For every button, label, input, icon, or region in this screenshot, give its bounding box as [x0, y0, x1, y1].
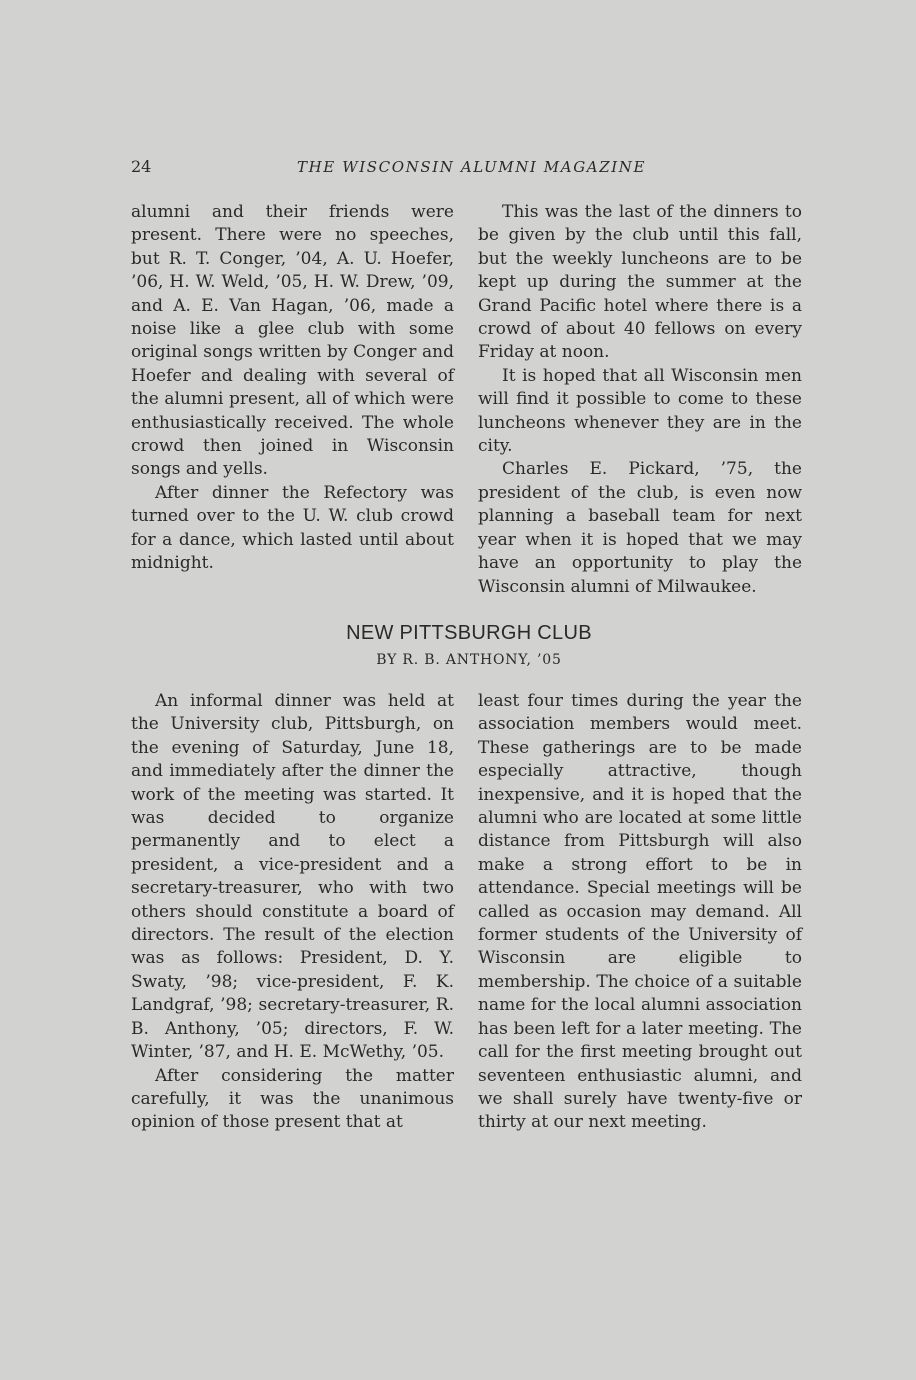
paragraph: alumni and their friends were present. There were no speeches, but R. T. Conger, ’04, A. U. Hoefer, ’06, H. W. Weld, ’05, H. W. Drew, ’09, and A. E. Van Hagan, ’06, made a noise like a glee club with some original songs written by Conger and Hoefer and dealing with several of the alumni present, all of which were enthusiastically received. The whole crowd then joined in Wisconsin songs and yells. [131, 202, 454, 480]
article-right-column [478, 690, 802, 1135]
running-head [131, 157, 806, 181]
journal-title: THE WISCONSIN ALUMNI MAGAZINE [297, 158, 647, 176]
article-title: NEW PITTSBURGH CLUB [346, 622, 592, 644]
paragraph: After dinner the Refectory was turned over to the U. W. club crowd for a dance, which lasted until about midnight. [131, 482, 454, 574]
top-right-column [478, 201, 802, 599]
article-left-column [131, 690, 454, 1135]
top-left-column [131, 201, 454, 576]
paragraph: Charles E. Pickard, ’75, the president of the club, is even now planning a baseball team for next year when it is hoped that we may have an opportunity to play the Wisconsin alumni of Milwaukee. [478, 459, 802, 597]
paragraph: least four times during the year the association members would meet. These gatherings are to be made especially attractive, though inexpensive, and it is hoped that the alumni who are located at some little distance from Pittsburgh will also make a strong effort to be in attendance. Special meetings will be called as occasion may demand. All former students of the University of Wisconsin are eligible to membership. The choice of a suitable name for the local alumni association has been left for a later meeting. The call for the first meeting brought out seventeen enthusiastic alumni, and we shall surely have twenty-five or thirty at our next meeting. [478, 691, 802, 1133]
paragraph: This was the last of the dinners to be given by the club until this fall, but the weekly luncheons are to be kept up during the summer at the Grand Pacific hotel where there is a crowd of about 40 fellows on every Friday at noon. [478, 202, 802, 363]
paragraph: It is hoped that all Wisconsin men will find it possible to come to these luncheons whenever they are in the city. [478, 365, 802, 457]
paragraph: After considering the matter carefully, it was the unanimous opinion of those present that at [131, 1065, 454, 1133]
paragraph: An informal dinner was held at the University club, Pittsburgh, on the evening of Saturday, June 18, and immediately after the dinner the work of the meeting was started. It was decided to organize permanently and to elect a president, a vice-president and a secretary-treasurer, who with two others should constitute a board of directors. The result of the election was as follows: President, D. Y. Swaty, ’98; vice-president, F. K. Landgraf, ’98; secretary-treasurer, R. B. Anthony, ’05; directors, F. W. Winter, ’87, and H. E. McWethy, ’05. [131, 691, 454, 1063]
article-byline: BY R. B. ANTHONY, ’05 [376, 652, 562, 668]
page-number: 24 [131, 157, 152, 176]
